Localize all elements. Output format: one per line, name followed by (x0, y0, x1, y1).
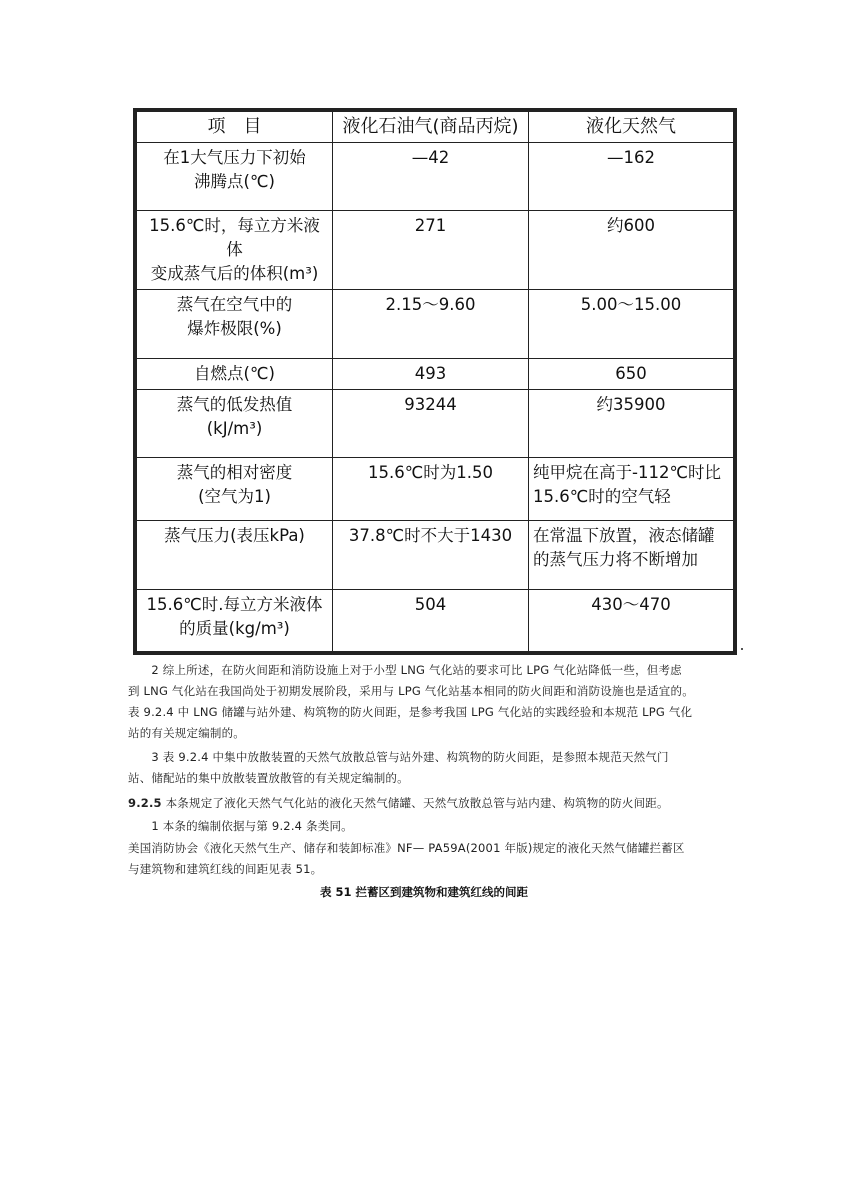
stray-mark (741, 648, 743, 650)
header-item: 项 目 (137, 112, 333, 143)
cell-line: 37.8℃时不大于1430 (348, 526, 513, 545)
cell-line: 的质量(kg/m³) (179, 619, 290, 638)
cell-line: 93244 (404, 395, 457, 414)
cell-line: 493 (414, 364, 447, 383)
cell-line: 约35900 (596, 395, 666, 414)
text-line: 2 综上所述，在防火间距和消防设施上对于小型 LNG 气化站的要求可比 LPG 气化站降低一些，但考虑 (128, 663, 682, 677)
paragraph-3 (128, 747, 728, 789)
section-text: 本条规定了液化天然气气化站的液化天然气储罐、天然气放散总管与站内建、构筑物的防火间距。 (161, 796, 669, 810)
table-row (137, 359, 734, 390)
text-line: 美国消防协会《液化天然气生产、储存和装卸标准》NF— PA59A(2001 年版)规定的液化天然气储罐拦蓄区 (128, 841, 685, 855)
cell-line: 蒸气在空气中的 (176, 295, 293, 314)
table-row (137, 211, 734, 290)
text-line: 到 LNG 气化站在我国尚处于初期发展阶段，采用与 LPG 气化站基本相同的防火间距和消防设施也是适宜的。 (128, 684, 694, 698)
cell-line: 15.6℃时为1.50 (367, 463, 493, 482)
cell-line: 504 (414, 595, 447, 614)
table-51-caption: 表 51 拦蓄区到建筑物和建筑红线的间距 (319, 885, 528, 899)
lng-value (529, 290, 734, 359)
row-label (137, 143, 333, 211)
lng-value (529, 143, 734, 211)
lng-value (529, 458, 734, 521)
row-label (137, 521, 333, 590)
lpg-value (333, 458, 529, 521)
lpg-value (333, 590, 529, 652)
cell-line: 271 (414, 216, 447, 235)
paragraph-item-1 (128, 816, 728, 837)
lpg-value (333, 211, 529, 290)
lpg-value (333, 143, 529, 211)
row-label (137, 390, 333, 458)
header-lng: 液化天然气 (529, 112, 734, 143)
row-label (137, 211, 333, 290)
text-line: 站、储配站的集中放散装置放散管的有关规定编制的。 (128, 771, 409, 785)
cell-line: (kJ/m³) (206, 419, 263, 438)
cell-line: 蒸气压力(表压kPa) (164, 526, 305, 545)
text-line: 与建筑物和建筑红线的间距见表 51。 (128, 862, 323, 876)
lng-value (529, 590, 734, 652)
paragraph-2 (128, 660, 728, 744)
cell-line: —162 (607, 148, 655, 167)
table-row (137, 143, 734, 211)
lng-value (529, 390, 734, 458)
cell-line: 15.6℃时.每立方米液体 (146, 595, 323, 614)
header-lpg: 液化石油气(商品丙烷) (333, 112, 529, 143)
cell-line: 5.00～15.00 (580, 295, 682, 314)
cell-line: 自燃点(℃) (194, 364, 275, 383)
text-line: 站的有关规定编制的。 (128, 726, 245, 740)
lpg-value (333, 290, 529, 359)
table-row (137, 290, 734, 359)
text-line: 3 表 9.2.4 中集中放散装置的天然气放散总管与站外建、构筑物的防火间距，是参照本规范天然气门 (128, 750, 669, 764)
cell-line: 爆炸极限(%) (187, 319, 282, 338)
paragraph-nfpa (128, 838, 728, 880)
cell-line: 体 (226, 240, 243, 259)
text-line (128, 793, 728, 814)
table-row (137, 521, 734, 590)
text-line: 表 9.2.4 中 LNG 储罐与站外建、构筑物的防火间距，是参考我国 LPG 气化站的实践经验和本规范 LPG 气化 (128, 705, 693, 719)
cell-line: 蒸气的低发热值 (176, 395, 293, 414)
cell-line: 2.15～9.60 (385, 295, 476, 314)
lng-value (529, 521, 734, 590)
properties-table (133, 108, 737, 655)
cell-line: 15.6℃时，每立方米液 (149, 216, 320, 235)
cell-line: 沸腾点(℃) (194, 172, 275, 191)
cell-line: 在常温下放置，液态储罐 (533, 526, 715, 545)
cell-line: 在1大气压力下初始 (163, 148, 306, 167)
cell-line: 变成蒸气后的体积(m³) (150, 264, 319, 283)
cell-line: 650 (615, 364, 647, 383)
cell-line: 蒸气的相对密度 (176, 463, 293, 482)
lng-value (529, 359, 734, 390)
lng-value (529, 211, 734, 290)
row-label (137, 590, 333, 652)
table-row (137, 390, 734, 458)
table-header-row (137, 112, 734, 143)
section-9-2-5 (128, 793, 728, 814)
cell-line: 15.6℃时的空气轻 (533, 487, 671, 506)
cell-line: 430～470 (591, 595, 671, 614)
cell-line: 的蒸气压力将不断增加 (533, 550, 698, 569)
row-label (137, 458, 333, 521)
lpg-value (333, 390, 529, 458)
lpg-value (333, 359, 529, 390)
cell-line: 约600 (607, 216, 655, 235)
table-row (137, 590, 734, 652)
text-line: 1 本条的编制依据与第 9.2.4 条类同。 (128, 819, 353, 833)
row-label (137, 290, 333, 359)
section-number: 9.2.5 (128, 796, 162, 810)
cell-line: 纯甲烷在高于-112℃时比 (533, 463, 721, 482)
row-label (137, 359, 333, 390)
table-row (137, 458, 734, 521)
lpg-value (333, 521, 529, 590)
cell-line: (空气为1) (198, 487, 271, 506)
cell-line: —42 (411, 148, 450, 167)
